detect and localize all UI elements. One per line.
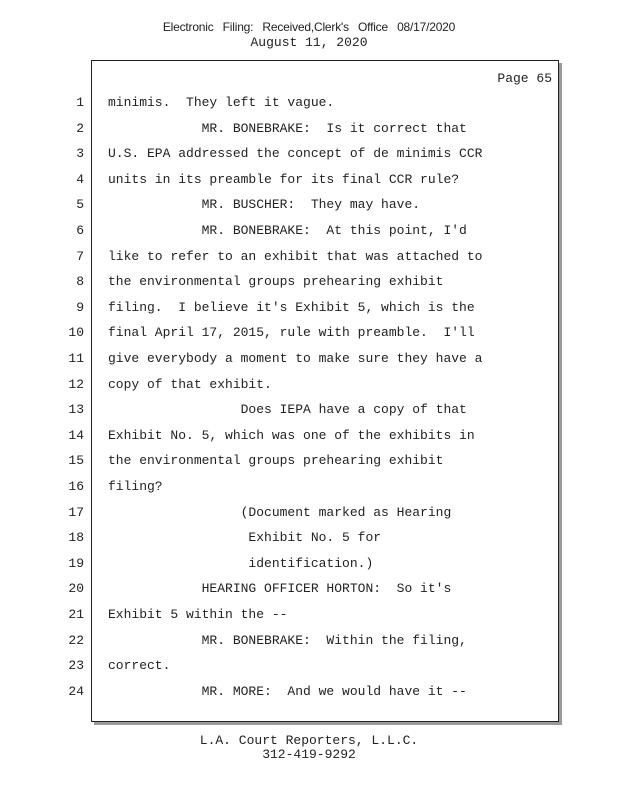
transcript-line-text: Exhibit 5 within the -- xyxy=(108,607,288,622)
transcript-line-text: MR. BONEBRAKE: At this point, I'd xyxy=(108,223,467,238)
line-number: 12 xyxy=(68,376,84,392)
transcript-line-text: MR. BUSCHER: They may have. xyxy=(108,197,421,213)
line-number: 16 xyxy=(68,479,84,494)
transcript-line-text: filing? xyxy=(108,479,163,494)
page-number: Page 65 xyxy=(497,71,552,86)
line-number: 2 xyxy=(76,120,84,136)
transcript-line-text: like to refer to an exhibit that was attached to xyxy=(108,248,483,264)
line-number: 17 xyxy=(68,504,84,520)
electronic-filing-stamp: Electronic Filing: Received,Clerk's Office 08/17/2020 xyxy=(162,20,456,34)
transcript-line-text: minimis. They left it vague. xyxy=(108,95,335,110)
transcript-line-text: final April 17, 2015, rule with preamble. I'll xyxy=(108,325,475,341)
transcript-line-text: the environmental groups prehearing exhibit xyxy=(108,274,444,290)
line-number: 18 xyxy=(68,530,84,546)
transcript-line-text: U.S. EPA addressed the concept of de minimis CCR xyxy=(108,146,483,162)
court-reporter-name: L.A. Court Reporters, L.L.C. xyxy=(199,733,419,748)
line-number: 10 xyxy=(68,325,84,341)
court-reporter-phone: 312-419-9292 xyxy=(262,747,356,762)
transcript-line-text: the environmental groups prehearing exhibit xyxy=(108,453,444,469)
line-number: 5 xyxy=(76,197,84,213)
line-number: 1 xyxy=(76,95,84,110)
transcript-line-text: (Document marked as Hearing xyxy=(108,504,452,520)
line-number: 14 xyxy=(68,427,84,443)
transcript-line-text: identification.) xyxy=(108,555,374,571)
line-number: 24 xyxy=(68,683,84,699)
transcript-line-text: copy of that exhibit. xyxy=(108,376,272,392)
line-number: 7 xyxy=(76,248,84,264)
transcript-line-text: filing. I believe it's Exhibit 5, which is the xyxy=(108,299,475,315)
transcript-line-text: give everybody a moment to make sure they have a xyxy=(108,351,483,366)
line-number: 8 xyxy=(76,274,84,290)
transcript-line-text: correct. xyxy=(108,658,171,674)
transcript-line-text: MR. BONEBRAKE: Within the filing, xyxy=(108,632,467,648)
transcript-line-text: Exhibit No. 5, which was one of the exhibits in xyxy=(108,427,475,443)
transcript-line-text: Does IEPA have a copy of that xyxy=(108,402,467,418)
transcript-line-text: MR. BONEBRAKE: Is it correct that xyxy=(108,120,467,136)
line-number: 23 xyxy=(68,658,84,674)
line-number: 22 xyxy=(68,632,84,648)
line-number: 20 xyxy=(68,581,84,597)
line-number: 3 xyxy=(76,146,84,162)
line-number: 19 xyxy=(68,555,84,571)
line-number: 11 xyxy=(68,351,84,366)
line-number: 4 xyxy=(76,171,84,187)
line-number: 6 xyxy=(76,223,84,238)
transcript-line-text: MR. MORE: And we would have it -- xyxy=(108,683,467,699)
transcript-line-text: Exhibit No. 5 for xyxy=(108,530,382,546)
line-number: 13 xyxy=(68,402,84,418)
transcript-line-text: HEARING OFFICER HORTON: So it's xyxy=(108,581,452,597)
line-number: 9 xyxy=(76,299,84,315)
line-number: 15 xyxy=(68,453,84,469)
transcript-line-text: units in its preamble for its final CCR rule? xyxy=(108,171,460,187)
hearing-date: August 11, 2020 xyxy=(250,35,368,50)
line-number: 21 xyxy=(68,607,84,622)
